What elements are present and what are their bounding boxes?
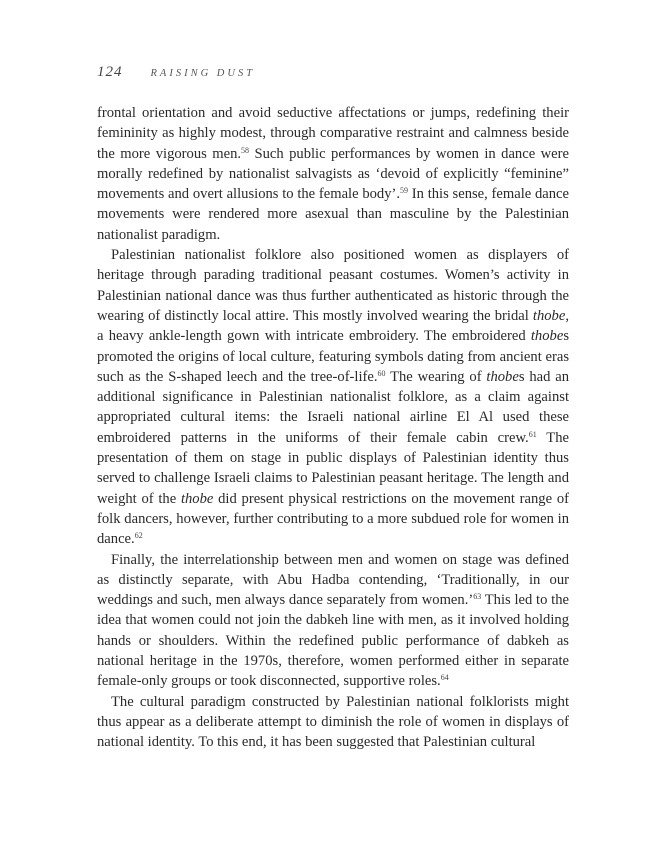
text-run: In this sense, female dance movements were rendered more asexual than masculine by the Palestinian nationalist paradigm. (97, 186, 570, 243)
running-head (97, 64, 255, 84)
text-run: Such public performances by women in dance were morally redefined by nationalist salvagists as ‘devoid of explicitly “feminine” movements and overt allusions to the female body’. (97, 145, 569, 203)
body-paragraph (97, 245, 569, 549)
footnote-marker: 63 (473, 592, 482, 602)
body-paragraph (97, 103, 569, 245)
text-run: s promoted the origins of local culture, featuring symbols dating from ancient eras such as the S-shaped leech and the tree-of-life. (97, 328, 569, 385)
footnote-marker: 60 (377, 368, 386, 378)
text-run: frontal orientation and avoid seductive affectations or jumps, redefining their femininity as highly modest, through comparative restraint and calmness beside the more vigorous men. (97, 105, 569, 162)
italic-term: thobe (530, 328, 564, 345)
text-run: Palestinian nationalist folklore also positioned women as displayers of heritage through parading traditional peasant costumes. Women’s activity in Palestinian national dance was thus further authenticated as historic through the wearing of distinctly local attire. This mostly involved wearing the bridal (97, 247, 569, 324)
body-text (97, 103, 569, 753)
book-title: RAISING DUST (150, 68, 256, 79)
footnote-marker: 62 (134, 531, 143, 541)
text-run: s had an additional significance in Palestinian nationalist folklore, as a claim against appropriated cultural items: the Israeli national airline El Al used these embroidered patterns in the uniforms of their female cabin crew. (97, 368, 569, 446)
text-run: This led to the idea that women could not join the dabkeh line with men, as it involved holding hands or shoulders. Within the redefined public performance of dabkeh as national heritage in the 1970s, therefore, women performed either in separate female-only groups or took disconnected, supportive roles. (97, 592, 569, 690)
text-run: did present physical restrictions on the movement range of folk dancers, however, further contributing to a more subdued role for women in dance. (97, 490, 569, 548)
footnote-marker: 58 (241, 145, 250, 155)
footnote-marker: 64 (440, 673, 449, 683)
text-run: Finally, the interrelationship between men and women on stage was defined as distinctly separate, with Abu Hadba contending, ‘Traditionally, in our weddings and such, men always dance separately from women.’ (97, 551, 569, 609)
footnote-marker: 59 (400, 186, 409, 196)
body-paragraph (97, 692, 569, 753)
text-run: , a heavy ankle-length gown with intricate embroidery. The embroidered (97, 307, 569, 345)
text-run: The presentation of them on stage in public displays of Palestinian identity thus served to challenge Israeli claims to Palestinian peasant heritage. The length and weight of the (97, 429, 569, 507)
footnote-marker: 61 (528, 429, 537, 439)
page-number: 124 (97, 64, 123, 80)
italic-term: thobe (180, 490, 214, 507)
text-run: The cultural paradigm constructed by Palestinian national folklorists might thus appear as a deliberate attempt to diminish the role of women in displays of national identity. To this end, it has been suggested that Palestinian cultural (97, 693, 569, 751)
body-paragraph (97, 550, 569, 692)
italic-term: thobe (486, 368, 519, 385)
text-run: The wearing of (385, 368, 487, 385)
italic-term: thobe (532, 307, 566, 324)
